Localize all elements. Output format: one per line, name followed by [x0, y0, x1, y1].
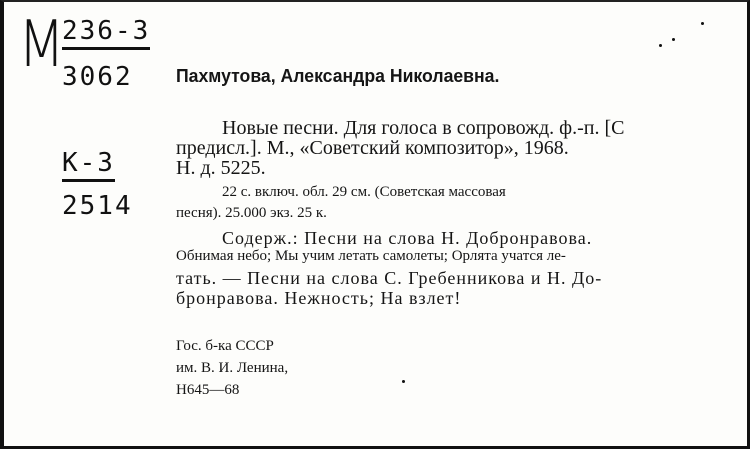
- shelf-letter: М: [18, 8, 65, 82]
- title-line-3: Н. д. 5225.: [176, 157, 266, 179]
- stamp-line-3: Н645—68: [176, 382, 240, 398]
- physical-line-2: песня). 25.000 экз. 25 к.: [176, 205, 327, 221]
- contents-line-1: Содерж.: Песни на слова Н. Добронравова.: [222, 228, 593, 248]
- shelf-code-top: 236-3: [62, 16, 150, 50]
- ink-speck: [402, 380, 405, 383]
- author-heading: Пахмутова, Александра Николаевна.: [176, 66, 500, 86]
- ink-speck: [659, 44, 662, 47]
- contents-line-2: Обнимая небо; Мы учим летать самолеты; Орлята учатся ле-: [176, 248, 566, 264]
- physical-line-1: 22 с. включ. обл. 29 см. (Советская массовая: [222, 184, 506, 200]
- ink-speck: [672, 38, 675, 41]
- shelf-code-bottom: 3062: [62, 62, 133, 92]
- shelf-code2-top: К-3: [62, 148, 115, 182]
- contents-line-3: тать. — Песни на слова С. Гребенникова и Н. До-: [176, 268, 603, 288]
- stamp-line-2: им. В. И. Ленина,: [176, 360, 289, 376]
- ink-speck: [701, 22, 704, 25]
- title-line-2: предисл.]. М., «Советский композитор», 1968.: [176, 137, 569, 159]
- stamp-line-1: Гос. б-ка СССР: [176, 338, 274, 354]
- contents-line-4: бронравова. Нежность; На взлет!: [176, 288, 462, 308]
- shelf-code2-bottom: 2514: [62, 191, 133, 221]
- title-line-1: Новые песни. Для голоса в сопровожд. ф.-п. [С: [222, 117, 625, 139]
